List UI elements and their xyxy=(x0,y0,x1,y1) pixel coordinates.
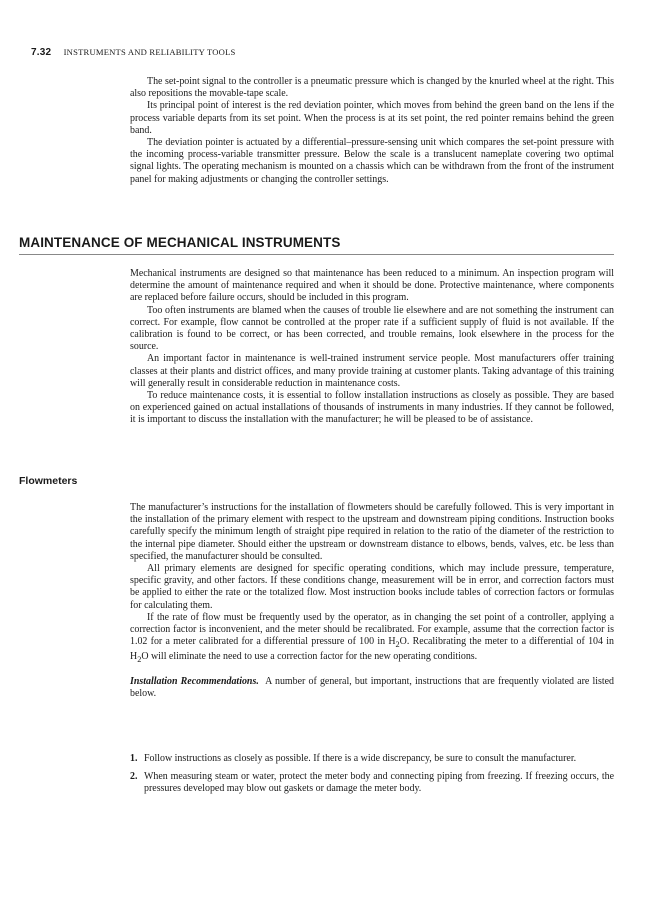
body-paragraph: The manufacturer’s instructions for the installation of flowmeters should be carefully followed. This is very important in the installation of the primary element with respect to the upstream and downstream piping conditions. Instruction books carefully specify the minimum length of straight pipe required in relation to the ratio of the diameter of the restriction to the internal pipe diameter. Should either the upstream or downstream distance to elbows, bends, valves, etc. be less than specified, the manufacturer should be consulted. xyxy=(130,502,614,562)
body-paragraph: To reduce maintenance costs, it is essential to follow installation instructions as closely as possible. They are based on experienced gained on actual installations of thousands of instruments in many industries. If they cannot be followed, it is important to discuss the installation with the manufacturer; he will be pleased to be of assistance. xyxy=(130,390,614,426)
intro-paragraph: The set-point signal to the controller is a pneumatic pressure which is changed by the knurled wheel at the right. This also repositions the movable-tape scale. xyxy=(130,76,614,100)
page-number: 7.32 xyxy=(31,47,52,58)
runin-heading: Installation Recommendations. xyxy=(130,675,259,687)
text-run: O. Recalibrating the meter to a differential of 104 in H xyxy=(130,636,614,663)
list-item xyxy=(130,753,614,765)
list-text: When measuring steam or water, protect the meter body and connecting piping from freezing. If freezing occurs, the pressures developed may blow out gaskets or damage the meter body. xyxy=(144,771,614,795)
intro-paragraph: Its principal point of interest is the red deviation pointer, which moves from behind the green band on the lens if the process variable departs from its set point. When the process is at its set point, the red pointer remains behind the green band. xyxy=(130,100,614,136)
section-heading: MAINTENANCE OF MECHANICAL INSTRUMENTS xyxy=(19,235,614,255)
list-item xyxy=(130,771,614,795)
text-run: O will eliminate the need to use a correction factor for the new operating conditions. xyxy=(141,651,478,663)
list-number: 2. xyxy=(130,771,138,783)
runin-text: A number of general, but important, instructions that are frequently violated are listed below. xyxy=(130,675,615,699)
subsection-heading: Flowmeters xyxy=(19,475,78,487)
text-run: If the rate of flow must be frequently used by the operator, as in changing the set point of a controller, applying a correction factor is inconvenient, and the meter should be recalibrated. For example, assume that the correction factor is 1.02 for a meter calibrated for a differential pressure of 100 in H xyxy=(130,611,614,648)
running-header xyxy=(31,47,236,58)
body-paragraph: Mechanical instruments are designed so that maintenance has been reduced to a minimum. An inspection program will determine the amount of maintenance required and when it should be done. Protective maintenance, where components are replaced before failure occurs, should be included in this program. xyxy=(130,268,614,304)
list-text: Follow instructions as closely as possible. If there is a wide discrepancy, be sure to consult the manufacturer. xyxy=(144,753,577,764)
running-title: INSTRUMENTS AND RELIABILITY TOOLS xyxy=(63,47,236,57)
list-number: 1. xyxy=(130,753,138,764)
runin-paragraph xyxy=(130,676,614,700)
body-paragraph: Too often instruments are blamed when the causes of trouble lie elsewhere and are not something the instrument can correct. For example, flow cannot be controlled at the proper rate if a sufficient supply of fluid is not available. If the calibration is found to be correct, or has been corrected, and trouble remains, look elsewhere in the process for the source. xyxy=(130,304,614,353)
intro-text xyxy=(130,76,614,186)
subscript: 2 xyxy=(395,640,400,650)
body-paragraph xyxy=(130,612,614,667)
intro-paragraph: The deviation pointer is actuated by a differential–pressure-sensing unit which compares the set-point pressure with the incoming process-variable transmitter pressure. Below the scale is a translucent nameplate covering two optimal signal lights. The operating mechanism is mounted on a chassis which can be withdrawn from the front of the instrument panel for making adjustments or changing the controller settings. xyxy=(130,137,614,185)
maintenance-text xyxy=(130,268,614,427)
subscript: 2 xyxy=(137,655,142,665)
body-paragraph: All primary elements are designed for specific operating conditions, which may include pressure, temperature, specific gravity, and other factors. If these conditions change, measurement will be in error, and correction factors must be applied to either the rate or the totalized flow. Most instruction books include tables of correction factors or formulas for calculating them. xyxy=(130,563,614,611)
flowmeters-text xyxy=(130,502,614,700)
numbered-list xyxy=(130,753,614,802)
body-paragraph: An important factor in maintenance is well-trained instrument service people. Most manufacturers offer training classes at their plants and district offices, and many provide training at customer plants. Taking advantage of this training will generally result in considerable reduction in maintenance costs. xyxy=(130,353,614,389)
